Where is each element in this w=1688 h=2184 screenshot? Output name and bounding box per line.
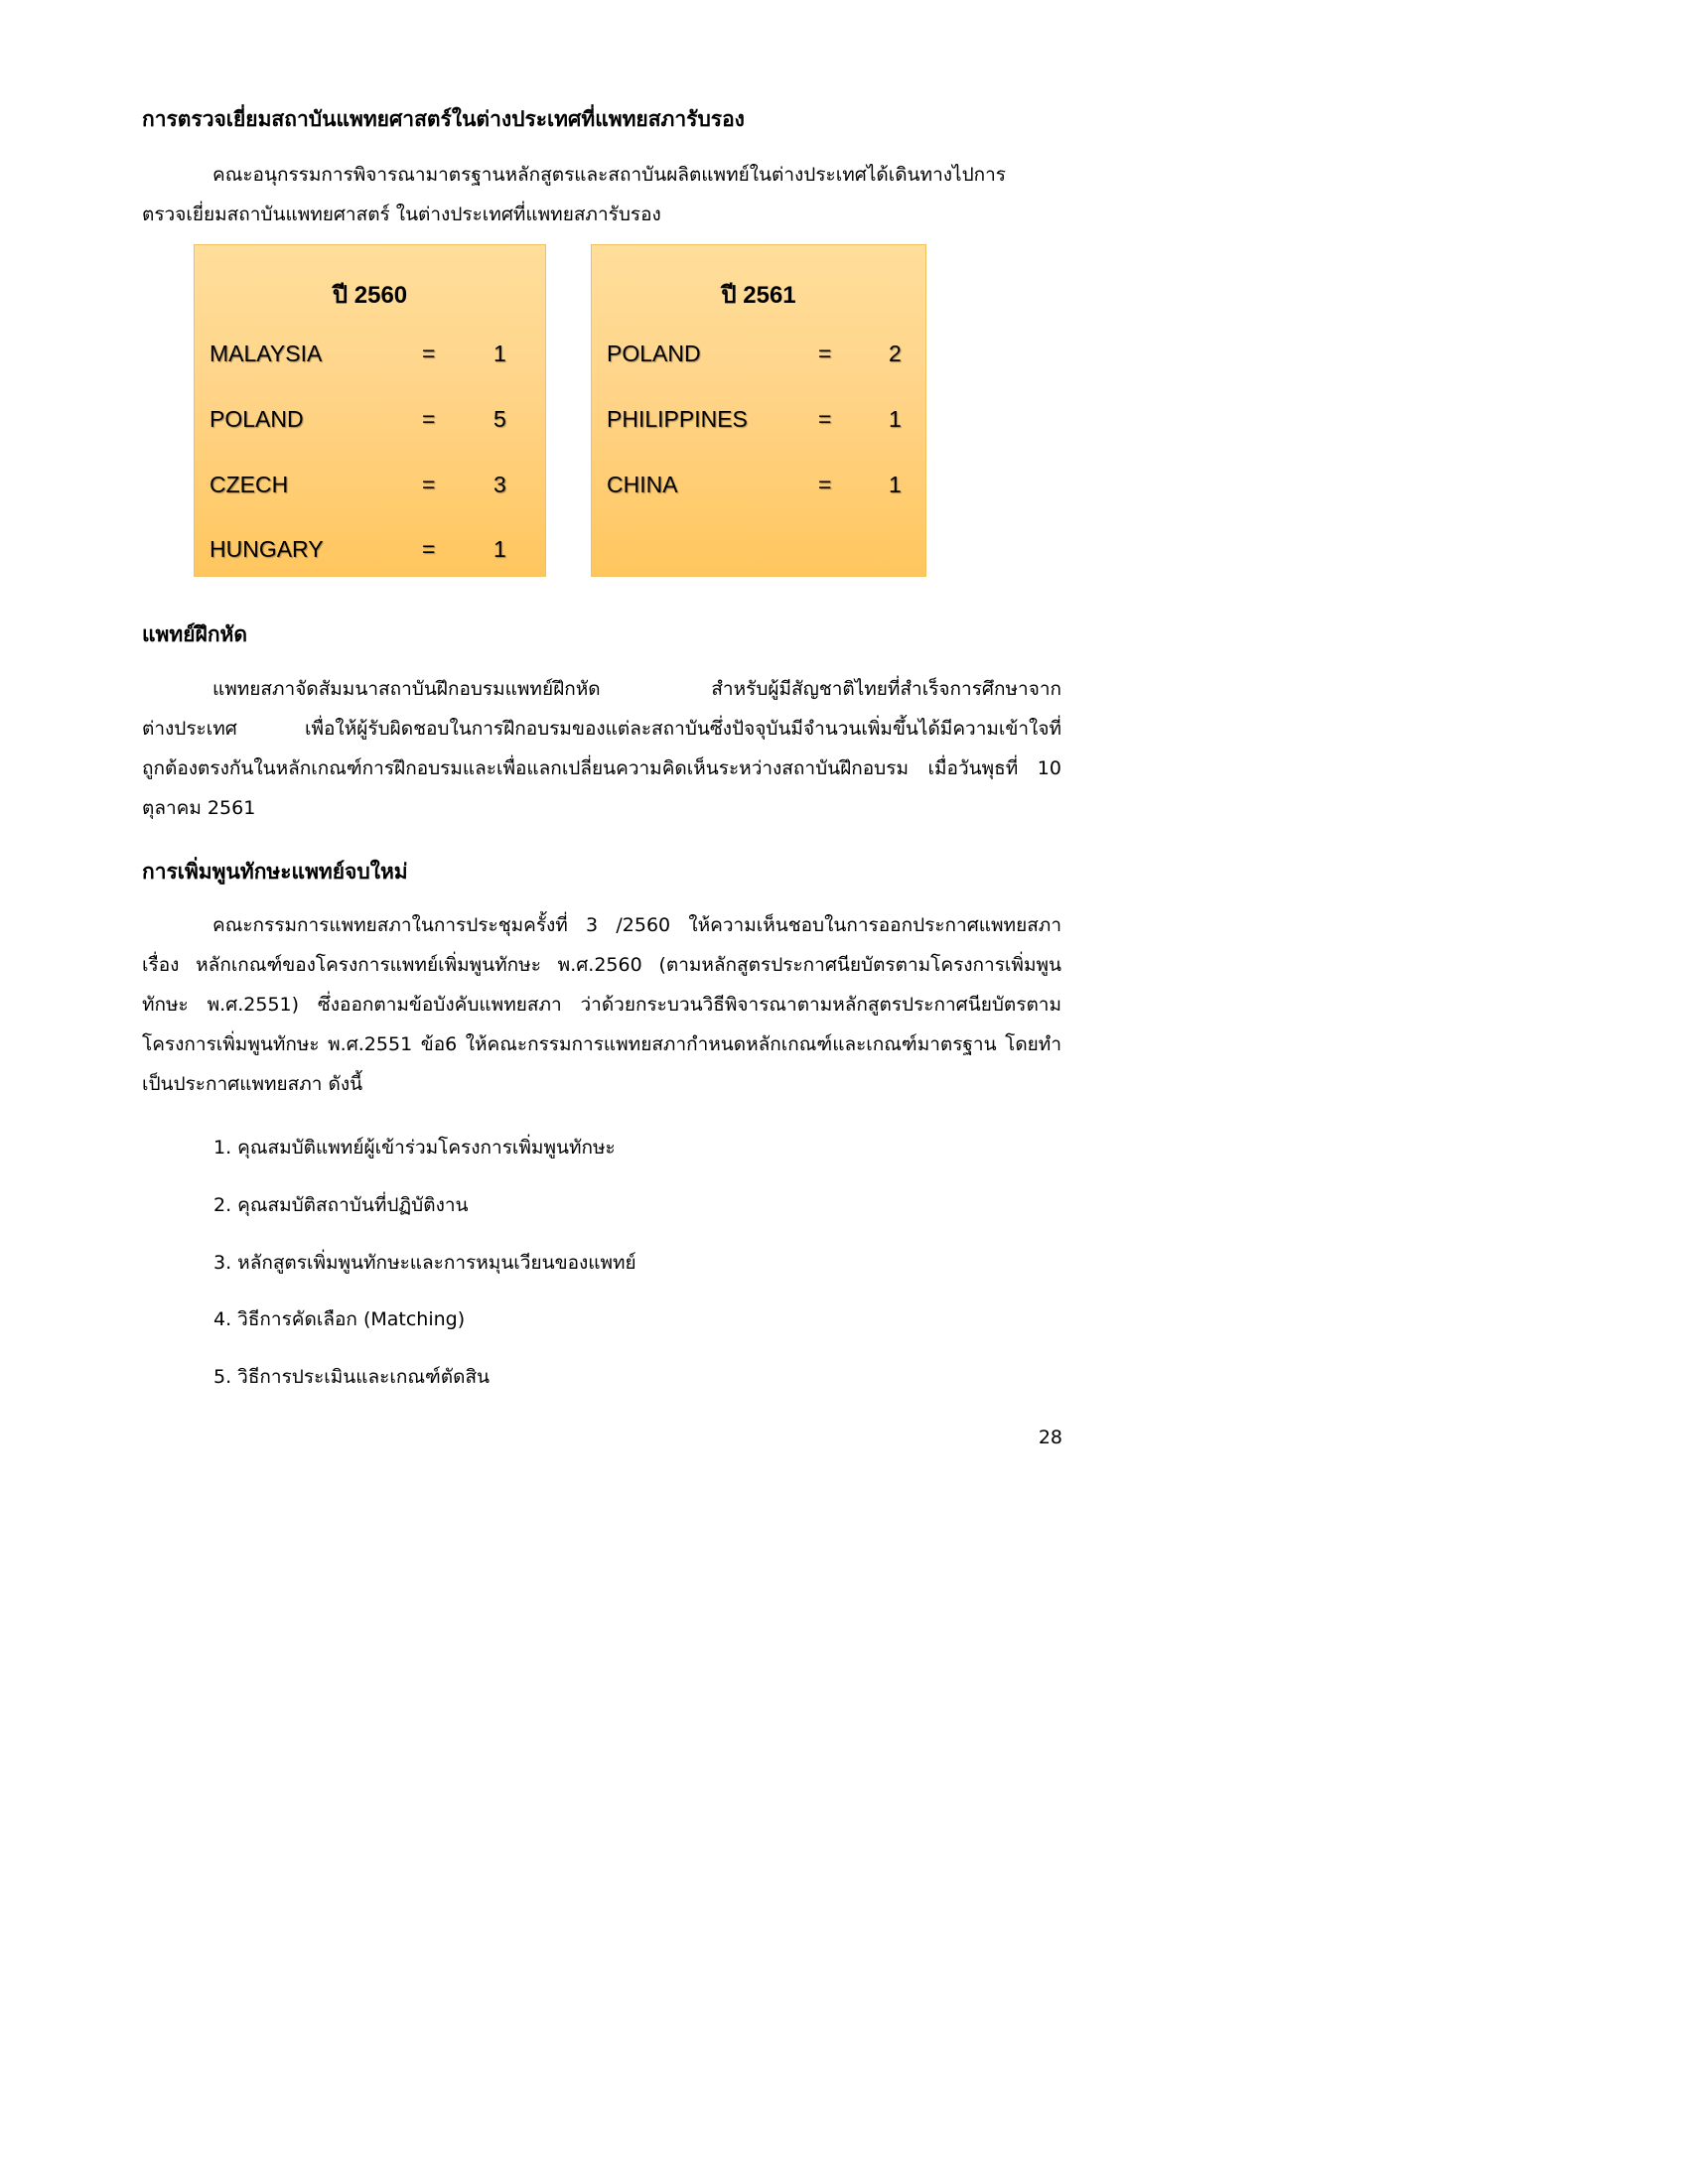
equals-sign: =	[422, 536, 436, 562]
equals-sign: =	[422, 341, 436, 366]
country-row	[195, 472, 547, 501]
country-row	[592, 406, 927, 436]
equals-sign: =	[422, 406, 436, 432]
country-name: HUNGARY	[210, 536, 324, 562]
country-count: 3	[493, 472, 506, 497]
country-name: CZECH	[210, 472, 289, 497]
paragraph-line: ถูกต้องตรงกันในหลักเกณฑ์การฝึกอบรมและเพื่อแลกเปลี่ยนความคิดเห็นระหว่างสถาบันฝึกอบรม เมื่อวันพุธที่ 10	[142, 757, 1061, 779]
paragraph-skill-enhancement	[142, 905, 1061, 1104]
country-name: MALAYSIA	[210, 341, 323, 366]
equals-sign: =	[818, 472, 832, 497]
section-heading-intern: แพทย์ฝึกหัด	[142, 622, 248, 646]
equals-sign: =	[818, 406, 832, 432]
paragraph-line: คณะกรรมการแพทยสภาในการประชุมครั้งที่ 3 /2560 ให้ความเห็นชอบในการออกประกาศแพทยสภา	[212, 914, 1061, 936]
list-item: 1. คุณสมบัติแพทย์ผู้เข้าร่วมโครงการเพิ่มพูนทักษะ	[213, 1137, 616, 1159]
box-title: ปี 2561	[721, 282, 796, 309]
country-name: POLAND	[607, 341, 701, 366]
country-count: 1	[889, 472, 902, 497]
country-row	[195, 406, 547, 436]
country-row	[195, 536, 547, 566]
paragraph-line: คณะอนุกรรมการพิจารณามาตรฐานหลักสูตรและสถาบันผลิตแพทย์ในต่างประเทศได้เดินทางไปการ	[212, 164, 1007, 186]
paragraph-line: เป็นประกาศแพทยสภา ดังนี้	[142, 1073, 363, 1095]
equals-sign: =	[818, 341, 832, 366]
country-count: 1	[889, 406, 902, 432]
paragraph-line: เรื่อง หลักเกณฑ์ของโครงการแพทย์เพิ่มพูนทักษะ พ.ศ.2560 (ตามหลักสูตรประกาศนียบัตรตามโครงการเพิ่มพูน	[142, 954, 1061, 976]
list-item: 5. วิธีการประเมินและเกณฑ์ตัดสิน	[213, 1366, 491, 1388]
country-count: 1	[493, 536, 506, 562]
paragraph-intern	[142, 669, 1061, 828]
section-heading-skill-enhancement: การเพิ่มพูนทักษะแพทย์จบใหม่	[142, 860, 408, 884]
paragraph-line: ตรวจเยี่ยมสถาบันแพทยศาสตร์ ในต่างประเทศที่แพทยสภารับรอง	[142, 204, 661, 225]
country-count: 2	[889, 341, 902, 366]
country-name: PHILIPPINES	[607, 406, 748, 432]
list-item: 2. คุณสมบัติสถาบันที่ปฏิบัติงาน	[213, 1194, 469, 1216]
paragraph-inspection	[142, 155, 1061, 234]
paragraph-line: โครงการเพิ่มพูนทักษะ พ.ศ.2551 ข้อ6 ให้คณะกรรมการแพทยสภากำหนดหลักเกณฑ์และเกณฑ์มาตรฐาน โดยทำ	[142, 1033, 1061, 1055]
country-row	[592, 341, 927, 370]
paragraph-line: ทักษะ พ.ศ.2551) ซึ่งออกตามข้อบังคับแพทยสภา ว่าด้วยกระบวนวิธีพิจารณาตามหลักสูตรประกาศนียบัตรตาม	[142, 994, 1061, 1016]
paragraph-line: ตุลาคม 2561	[142, 797, 256, 819]
year-2560-box	[194, 244, 546, 577]
paragraph-line: ต่างประเทศ เพื่อให้ผู้รับผิดชอบในการฝึกอบรมของแต่ละสถาบันซึ่งปัจจุบันมีจำนวนเพิ่มขึ้นได้มีความเข้าใจที่	[142, 718, 1061, 740]
country-row	[195, 341, 547, 370]
page-number: 28	[1038, 1427, 1062, 1448]
country-count: 1	[493, 341, 506, 366]
section-heading-inspection: การตรวจเยี่ยมสถาบันแพทยศาสตร์ในต่างประเทศที่แพทยสภารับรอง	[142, 107, 745, 131]
country-row	[592, 472, 927, 501]
paragraph-line: แพทยสภาจัดสัมมนาสถาบันฝึกอบรมแพทย์ฝึกหัด สำหรับผู้มีสัญชาติไทยที่สำเร็จการศึกษาจาก	[212, 678, 1061, 700]
equals-sign: =	[422, 472, 436, 497]
country-name: POLAND	[210, 406, 304, 432]
country-name: CHINA	[607, 472, 678, 497]
year-2561-box	[591, 244, 926, 577]
list-item: 3. หลักสูตรเพิ่มพูนทักษะและการหมุนเวียนของแพทย์	[213, 1252, 636, 1274]
country-count: 5	[493, 406, 506, 432]
list-item: 4. วิธีการคัดเลือก (Matching)	[213, 1308, 466, 1330]
box-title: ปี 2560	[332, 282, 408, 309]
